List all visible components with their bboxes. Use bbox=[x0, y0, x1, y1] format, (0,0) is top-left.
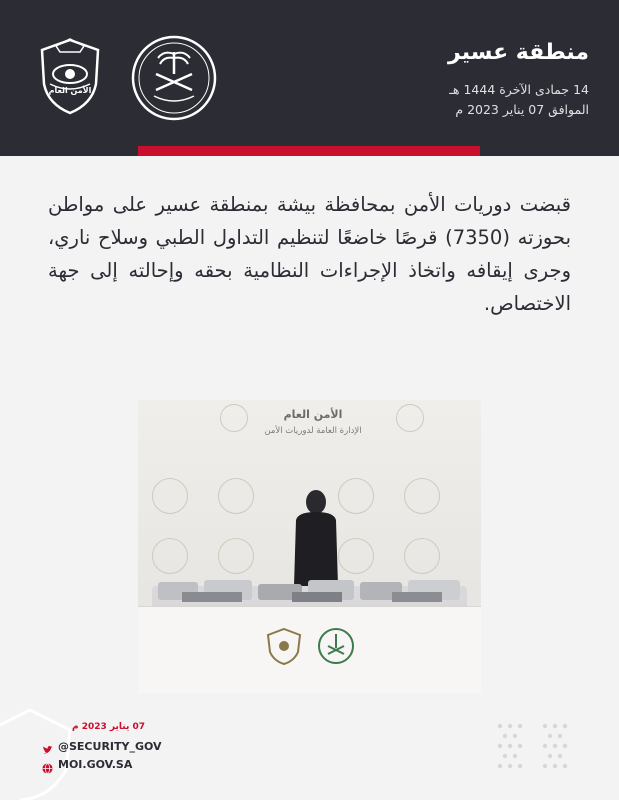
gregorian-date: الموافق 07 يناير 2023 م bbox=[455, 102, 589, 117]
emblem-label: الأمن العام bbox=[48, 86, 92, 95]
suspect-figure bbox=[290, 490, 342, 590]
table-security-logo-icon bbox=[264, 626, 304, 666]
backdrop-logo-icon bbox=[218, 538, 254, 574]
twitter-icon bbox=[42, 741, 53, 752]
accent-divider bbox=[0, 146, 619, 156]
hijri-date: 14 جمادى الآخرة 1444 هـ bbox=[449, 82, 589, 97]
backdrop-logo-icon bbox=[396, 404, 424, 432]
table-moi-logo-icon bbox=[316, 626, 356, 666]
globe-icon bbox=[42, 759, 53, 770]
backdrop-title: الأمن العام bbox=[283, 408, 343, 421]
display-table bbox=[138, 606, 481, 693]
region-title: منطقة عسير bbox=[448, 40, 589, 65]
backdrop-logo-icon bbox=[404, 538, 440, 574]
news-photo bbox=[138, 400, 481, 693]
backdrop-logo-icon bbox=[338, 538, 374, 574]
public-security-emblem-icon bbox=[36, 36, 104, 116]
decorative-dot-pattern bbox=[490, 718, 590, 778]
footer-website[interactable]: MOI.GOV.SA bbox=[58, 758, 133, 771]
footer-twitter-handle[interactable]: @SECURITY_GOV bbox=[58, 740, 162, 753]
footer-date: 07 يناير 2023 م bbox=[72, 722, 146, 732]
header-banner bbox=[0, 0, 619, 146]
article-text: قبضت دوريات الأمن بمحافظة بيشة بمنطقة عسير على مواطن بحوزته (7350) قرصًا خاضعًا لتنظيم التداول الطبي وسلاح ناري، وجرى إيقافه واتخاذ الإجراءات النظامية بحقه وإحالته إلى جهة الاختصاص. bbox=[48, 193, 571, 315]
backdrop-logo-icon bbox=[152, 538, 188, 574]
backdrop-logo-icon bbox=[218, 478, 254, 514]
backdrop-subtitle: الإدارة العامة لدوريات الأمن bbox=[264, 426, 362, 436]
accent-red-bar bbox=[138, 146, 480, 156]
moi-emblem-icon bbox=[130, 34, 218, 122]
backdrop-logo-icon bbox=[404, 478, 440, 514]
backdrop-logo-icon bbox=[338, 478, 374, 514]
backdrop-logo-icon bbox=[152, 478, 188, 514]
